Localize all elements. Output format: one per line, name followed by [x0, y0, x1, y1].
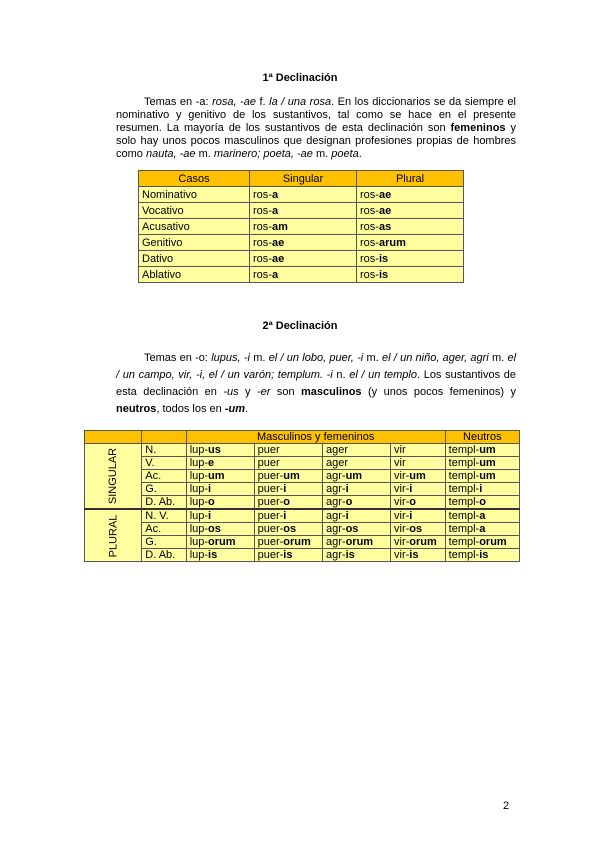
text-run: Temas en -a: — [144, 96, 213, 108]
ending: is — [345, 549, 355, 561]
stem: puer- — [257, 470, 284, 482]
text-run: , todos los en — [156, 403, 225, 415]
ending: as — [378, 220, 392, 233]
stem: templ- — [448, 510, 480, 522]
table-row — [139, 251, 464, 267]
stem: vir- — [394, 523, 410, 535]
section2-title: 2ª Declinación — [262, 320, 338, 332]
text-run: m. — [488, 352, 508, 364]
table-row — [85, 470, 520, 483]
form-cell — [391, 457, 446, 470]
form-cell — [254, 549, 322, 562]
form-cell — [445, 470, 519, 483]
ending: i — [283, 510, 287, 522]
column-header: Plural — [357, 171, 464, 187]
stem: puer- — [257, 536, 284, 548]
form-cell — [254, 496, 322, 510]
stem: vir- — [394, 536, 410, 548]
form-cell — [391, 509, 446, 523]
form-cell — [445, 509, 519, 523]
stem: ager — [326, 457, 349, 469]
form-cell — [186, 509, 254, 523]
ending: os — [345, 523, 359, 535]
stem: templ- — [448, 444, 480, 456]
case-label: Dativo — [139, 251, 250, 267]
stem: puer- — [257, 496, 284, 508]
ending: a — [271, 268, 279, 281]
form-cell — [357, 251, 464, 267]
ending: is — [208, 549, 218, 561]
ending: orum — [345, 536, 374, 548]
form-cell — [323, 444, 391, 457]
form-cell — [186, 457, 254, 470]
form-cell — [357, 203, 464, 219]
case-label: Ac. — [142, 523, 186, 536]
text-run: y solo hay unos pocos masculinos que designan profesiones propias de hombres como — [116, 122, 516, 160]
text-run: . Los sustantivos de esta declinación en — [116, 369, 516, 398]
stem: lup- — [189, 444, 209, 456]
form-cell — [391, 523, 446, 536]
empty-header-cell — [142, 431, 186, 444]
stem: ros- — [253, 236, 272, 249]
stem: ros- — [360, 252, 379, 265]
case-label: Vocativo — [139, 203, 250, 219]
form-cell — [254, 483, 322, 496]
text-run: rosa, -ae — [212, 96, 256, 108]
text-run: m. — [195, 148, 214, 160]
stem: ros- — [253, 252, 272, 265]
case-label: N. V. — [142, 509, 186, 523]
form-cell — [186, 444, 254, 457]
stem: ros- — [253, 268, 272, 281]
ending: os — [409, 523, 423, 535]
number-group-label — [85, 509, 142, 562]
form-cell — [186, 483, 254, 496]
text-run: el / un campo, vir, -i, el / un varón; templum. -i — [116, 352, 517, 381]
stem: ros- — [360, 188, 379, 201]
ending: a — [271, 188, 279, 201]
case-label: Genitivo — [139, 235, 250, 251]
ending: orum — [208, 536, 236, 548]
stem: vir- — [394, 549, 410, 561]
case-label: D. Ab. — [142, 549, 186, 562]
table-row — [139, 203, 464, 219]
text-run: lupus, -i — [211, 352, 250, 364]
stem: puer — [257, 457, 280, 469]
section2-paragraph — [116, 350, 516, 418]
case-label: G. — [142, 483, 186, 496]
stem: puer- — [257, 483, 284, 495]
stem: ros- — [253, 220, 272, 233]
ending: ae — [378, 204, 392, 217]
text-run: y — [238, 386, 257, 398]
form-cell — [323, 523, 391, 536]
ending: e — [208, 457, 215, 469]
ending: i — [208, 483, 212, 495]
stem: agr- — [326, 496, 346, 508]
case-label: Acusativo — [139, 219, 250, 235]
form-cell — [391, 483, 446, 496]
text-run: n. — [332, 369, 350, 381]
ending: um — [283, 470, 300, 482]
form-cell — [323, 470, 391, 483]
stem: templ- — [448, 483, 480, 495]
form-cell — [186, 523, 254, 536]
ending: i — [208, 510, 212, 522]
form-cell — [357, 187, 464, 203]
form-cell — [323, 509, 391, 523]
stem: ros- — [253, 188, 272, 201]
section1-paragraph — [116, 96, 516, 161]
stem: vir- — [394, 483, 410, 495]
column-header: Casos — [139, 171, 250, 187]
form-cell — [323, 496, 391, 510]
text-run: el / un lobo, puer, -i — [268, 352, 364, 364]
table-row — [139, 267, 464, 283]
stem: ager — [326, 444, 349, 456]
text-run: (y unos pocos femeninos) y — [361, 386, 516, 398]
form-cell — [445, 444, 519, 457]
form-cell — [254, 509, 322, 523]
table-header-row — [85, 431, 520, 444]
case-label: Ac. — [142, 470, 186, 483]
ending: is — [479, 549, 489, 561]
second-declension-table — [84, 430, 520, 562]
ending: um — [479, 457, 496, 469]
stem: templ- — [448, 549, 480, 561]
form-cell — [254, 457, 322, 470]
text-run: la / una rosa — [269, 96, 332, 108]
text-run: m. — [363, 352, 382, 364]
text-run: -um — [224, 403, 246, 415]
case-label: Nominativo — [139, 187, 250, 203]
form-cell — [250, 235, 357, 251]
form-cell — [323, 483, 391, 496]
ending: um — [409, 470, 426, 482]
text-run: . — [245, 403, 249, 415]
form-cell — [186, 496, 254, 510]
form-cell — [391, 470, 446, 483]
text-run: nauta, -ae — [145, 148, 196, 160]
section1-title: 1ª Declinación — [262, 72, 338, 84]
stem: templ- — [448, 523, 480, 535]
ending: orum — [409, 536, 437, 548]
table-row — [139, 219, 464, 235]
form-cell — [391, 536, 446, 549]
stem: ros- — [360, 268, 379, 281]
group-label-text: SINGULAR — [107, 447, 120, 505]
table-row — [85, 457, 520, 470]
form-cell — [323, 457, 391, 470]
ending: us — [208, 444, 221, 456]
ending: um — [208, 470, 225, 482]
form-cell — [445, 496, 519, 510]
ending: um — [345, 470, 363, 482]
form-cell — [323, 536, 391, 549]
stem: ros- — [360, 220, 379, 233]
form-cell — [391, 444, 446, 457]
ending: is — [378, 252, 389, 265]
stem: ros- — [360, 236, 379, 249]
ending: i — [409, 483, 413, 495]
case-label: V. — [142, 457, 186, 470]
table-row — [85, 444, 520, 457]
column-header: Singular — [250, 171, 357, 187]
table-row — [85, 483, 520, 496]
table-row — [85, 496, 520, 510]
table-row — [85, 523, 520, 536]
stem: templ- — [448, 536, 480, 548]
case-label: Ablativo — [139, 267, 250, 283]
form-cell — [391, 496, 446, 510]
stem: vir- — [394, 496, 410, 508]
text-run: f. — [255, 96, 270, 108]
ending: os — [208, 523, 221, 535]
stem: lup- — [189, 549, 209, 561]
form-cell — [186, 549, 254, 562]
form-cell — [250, 187, 357, 203]
form-cell — [391, 549, 446, 562]
ending: is — [378, 268, 389, 281]
ending: i — [283, 483, 287, 495]
stem: templ- — [448, 470, 480, 482]
stem: agr- — [326, 549, 346, 561]
table-row — [139, 187, 464, 203]
form-cell — [254, 444, 322, 457]
form-cell — [445, 457, 519, 470]
ending: o — [208, 496, 215, 508]
ending: ae — [378, 188, 392, 201]
text-run: m. — [312, 148, 332, 160]
stem: agr- — [326, 510, 346, 522]
group-label-text: PLURAL — [107, 514, 120, 557]
ending: orum — [479, 536, 507, 548]
stem: lup- — [189, 536, 209, 548]
ending: o — [479, 496, 486, 508]
form-cell — [445, 536, 519, 549]
page-number: 2 — [503, 800, 510, 812]
case-label: N. — [142, 444, 186, 457]
stem: templ- — [448, 496, 480, 508]
form-cell — [445, 549, 519, 562]
form-cell — [357, 267, 464, 283]
ending: os — [283, 523, 297, 535]
text-run: -er — [256, 386, 271, 398]
ending: um — [479, 470, 496, 482]
form-cell — [445, 483, 519, 496]
stem: agr- — [326, 470, 346, 482]
ending: orum — [283, 536, 311, 548]
ending: i — [409, 510, 413, 522]
stem: lup- — [189, 510, 209, 522]
case-label: D. Ab. — [142, 496, 186, 510]
stem: ros- — [253, 204, 272, 217]
ending: ae — [271, 236, 285, 249]
stem: puer — [257, 444, 280, 456]
form-cell — [357, 219, 464, 235]
form-cell — [186, 536, 254, 549]
stem: vir- — [394, 470, 410, 482]
form-cell — [250, 203, 357, 219]
text-run: el / un niño, ager, agri — [381, 352, 489, 364]
case-label: G. — [142, 536, 186, 549]
stem: puer- — [257, 523, 284, 535]
ending: o — [283, 496, 291, 508]
text-run: el / un templo — [349, 369, 417, 381]
ending: o — [409, 496, 417, 508]
ending: is — [409, 549, 419, 561]
stem: lup- — [189, 470, 209, 482]
stem: lup- — [189, 523, 209, 535]
table-row — [85, 536, 520, 549]
masculine-feminine-header: Masculinos y femeninos — [186, 431, 445, 444]
stem: vir — [394, 457, 406, 469]
form-cell — [250, 267, 357, 283]
ending: um — [479, 444, 496, 456]
form-cell — [254, 470, 322, 483]
stem: agr- — [326, 536, 346, 548]
form-cell — [254, 536, 322, 549]
stem: lup- — [189, 496, 209, 508]
form-cell — [250, 251, 357, 267]
stem: puer- — [257, 549, 284, 561]
text-run: poeta — [331, 148, 359, 160]
form-cell — [323, 549, 391, 562]
form-cell — [445, 523, 519, 536]
stem: lup- — [189, 483, 209, 495]
ending: is — [283, 549, 293, 561]
ending: ae — [271, 252, 285, 265]
number-group-label — [85, 444, 142, 510]
form-cell — [357, 235, 464, 251]
stem: vir- — [394, 510, 410, 522]
text-run: . En los diccionarios se da siempre el nominativo y genitivo de los sustantivos, tal como se hace en el presente resumen. La mayoría de los sustantivos de esta declinación son — [116, 96, 516, 134]
stem: lup- — [189, 457, 209, 469]
ending: arum — [378, 236, 406, 249]
ending: i — [345, 510, 349, 522]
ending: i — [479, 483, 483, 495]
ending: a — [271, 204, 279, 217]
text-run: m. — [249, 352, 269, 364]
ending: a — [479, 510, 486, 522]
text-run: Temas en -o: — [144, 352, 212, 364]
text-run: . — [358, 148, 362, 160]
stem: agr- — [326, 483, 346, 495]
table-row — [139, 235, 464, 251]
ending: o — [345, 496, 353, 508]
text-run: -us — [223, 386, 239, 398]
form-cell — [254, 523, 322, 536]
first-declension-table — [138, 170, 464, 283]
text-run: femeninos — [450, 122, 506, 134]
stem: agr- — [326, 523, 346, 535]
table-row — [85, 509, 520, 523]
ending: i — [345, 483, 349, 495]
empty-header-cell — [85, 431, 142, 444]
table-header-row — [139, 171, 464, 187]
stem: puer- — [257, 510, 284, 522]
ending: am — [271, 220, 288, 233]
neuter-header: Neutros — [445, 431, 519, 444]
text-run: masculinos — [301, 386, 362, 398]
stem: ros- — [360, 204, 379, 217]
text-run: neutros — [116, 403, 157, 415]
ending: a — [479, 523, 486, 535]
text-run: son — [270, 386, 302, 398]
stem: templ- — [448, 457, 480, 469]
form-cell — [250, 219, 357, 235]
text-run: marinero; poeta, -ae — [213, 148, 313, 160]
table-row — [85, 549, 520, 562]
form-cell — [186, 470, 254, 483]
stem: vir — [394, 444, 406, 456]
